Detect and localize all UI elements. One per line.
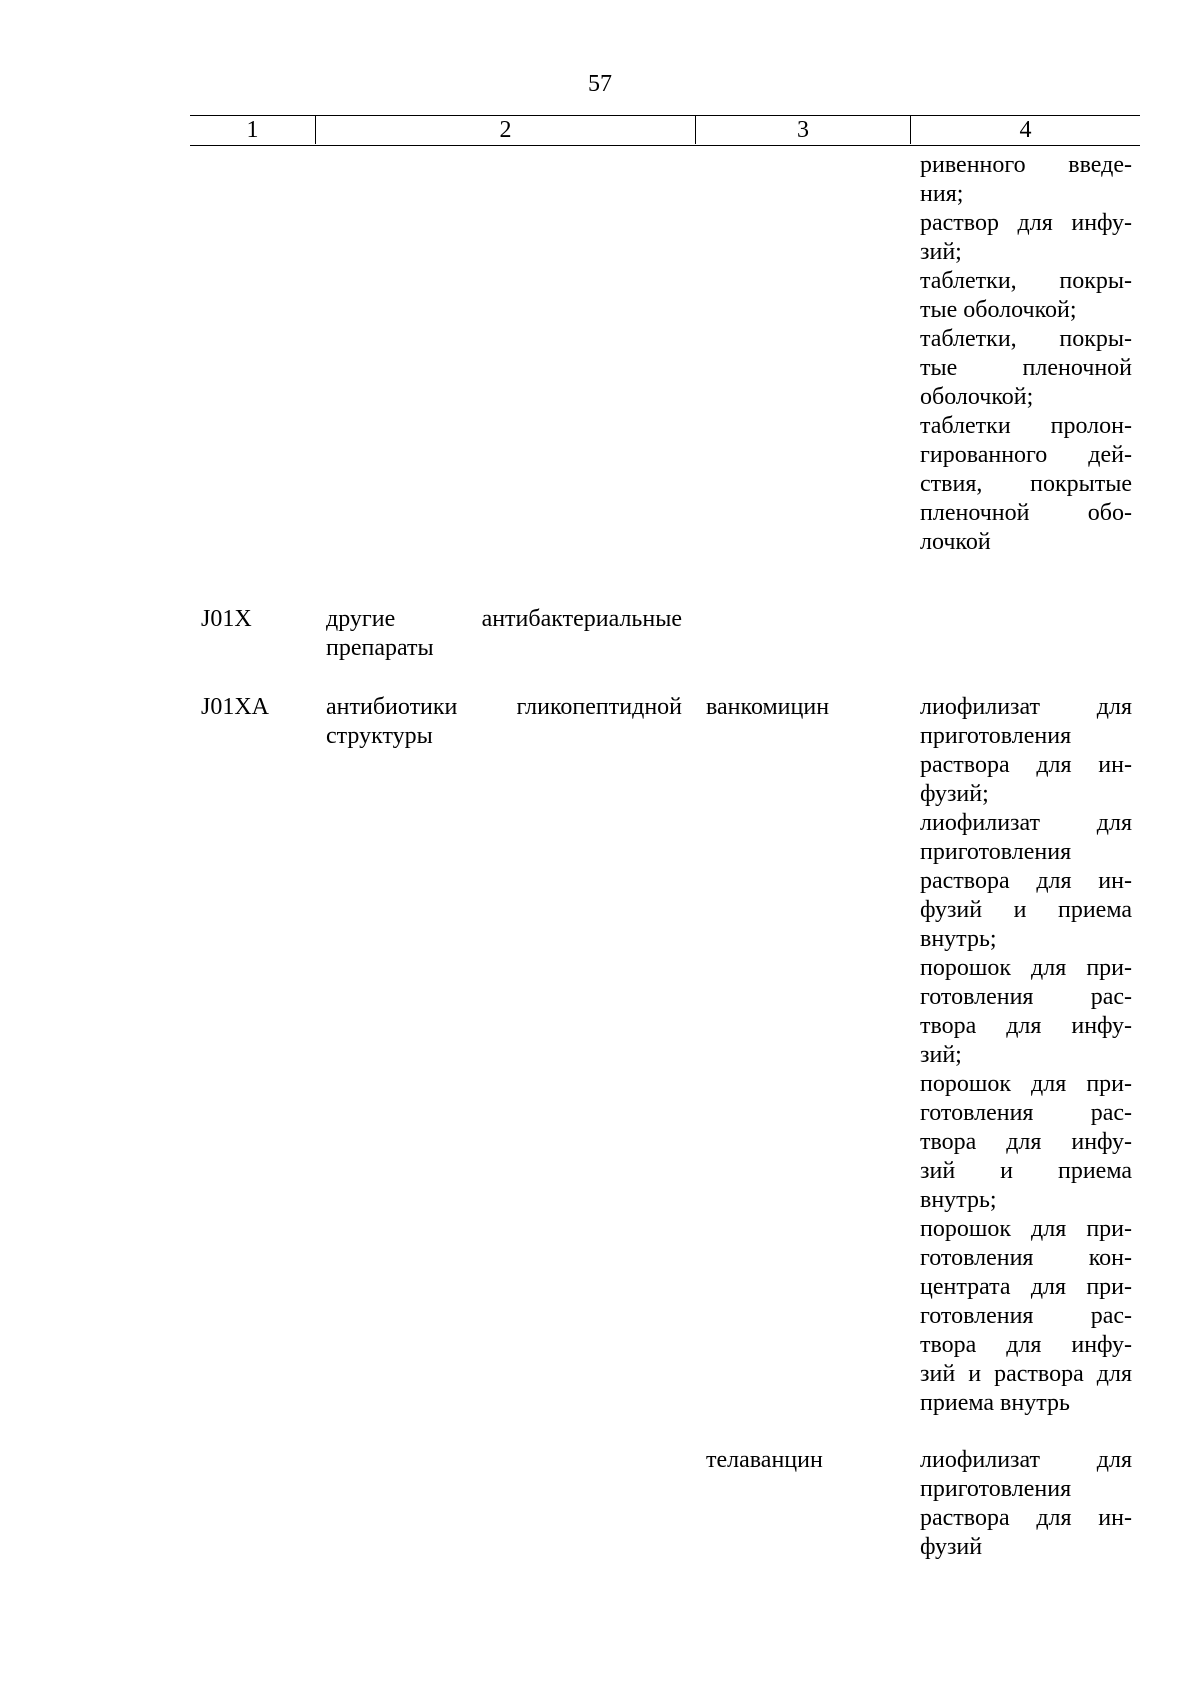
- header-col-3: 3: [695, 116, 910, 144]
- form-line: ния;: [920, 181, 964, 207]
- form-line: приготовления: [920, 839, 1072, 865]
- header-col-4: 4: [910, 116, 1140, 144]
- header-col-2: 2: [315, 116, 695, 144]
- form-line: порошок для при-: [920, 1216, 1132, 1242]
- form-line: раствора для ин-: [920, 752, 1132, 778]
- form-line: зий и приема: [920, 1158, 1132, 1184]
- form-line: твора для инфу-: [920, 1013, 1132, 1039]
- group-line: антибиотики гликопептидной: [326, 694, 682, 720]
- form-line: раствора для ин-: [920, 1505, 1132, 1531]
- form-line: твора для инфу-: [920, 1129, 1132, 1155]
- form-line: зий;: [920, 239, 962, 265]
- page-number: 57: [588, 71, 612, 97]
- dosage-forms-vancomycin: [920, 693, 1132, 1418]
- group-line: препараты: [326, 635, 434, 661]
- form-line: фузий;: [920, 781, 989, 807]
- group-name-j01xa: [326, 693, 682, 751]
- form-line: центрата для при-: [920, 1274, 1132, 1300]
- drug-name-telavancin: телаванцин: [706, 1447, 823, 1473]
- form-line: фузий и приема: [920, 897, 1132, 923]
- form-line: зий и раствора для: [920, 1361, 1132, 1387]
- form-line: приготовления: [920, 723, 1072, 749]
- form-line: готовления рас-: [920, 984, 1132, 1010]
- form-line: внутрь;: [920, 1187, 997, 1213]
- form-line: раствор для инфу-: [920, 210, 1132, 236]
- atc-code-j01xa: J01XA: [201, 694, 270, 720]
- drug-name-vancomycin: ванкомицин: [706, 694, 830, 720]
- form-line: порошок для при-: [920, 1071, 1132, 1097]
- form-line: ривенного введе-: [920, 152, 1132, 178]
- form-line: приготовления: [920, 1476, 1072, 1502]
- header-col-1: 1: [246, 117, 259, 143]
- form-line: твора для инфу-: [920, 1332, 1132, 1358]
- form-line: оболочкой;: [920, 384, 1034, 410]
- table-header-row: [190, 115, 1140, 146]
- form-line: раствора для ин-: [920, 868, 1132, 894]
- form-line: фузий: [920, 1534, 983, 1560]
- form-line: приема внутрь: [920, 1390, 1070, 1416]
- group-name-j01x: [326, 605, 682, 663]
- form-line: тые оболочкой;: [920, 297, 1077, 323]
- form-line: лиофилизат для: [920, 694, 1132, 720]
- atc-code-j01x: J01X: [201, 606, 252, 632]
- form-line: таблетки, покры-: [920, 326, 1132, 352]
- form-line: порошок для при-: [920, 955, 1132, 981]
- form-line: лиофилизат для: [920, 810, 1132, 836]
- form-line: лочкой: [920, 529, 991, 555]
- form-line: гированного дей-: [920, 442, 1132, 468]
- form-line: готовления рас-: [920, 1303, 1132, 1329]
- form-line: готовления рас-: [920, 1100, 1132, 1126]
- form-line: таблетки пролон-: [920, 413, 1132, 439]
- group-line: структуры: [326, 723, 433, 749]
- form-line: таблетки, покры-: [920, 268, 1132, 294]
- form-line: лиофилизат для: [920, 1447, 1132, 1473]
- form-line: пленочной обо-: [920, 500, 1132, 526]
- dosage-forms-telavancin: [920, 1446, 1132, 1562]
- form-line: внутрь;: [920, 926, 997, 952]
- form-line: ствия, покрытые: [920, 471, 1132, 497]
- continued-dosage-forms: [920, 151, 1132, 557]
- form-line: зий;: [920, 1042, 962, 1068]
- form-line: тые пленочной: [920, 355, 1132, 381]
- group-line: другие антибактериальные: [326, 606, 682, 632]
- form-line: готовления кон-: [920, 1245, 1132, 1271]
